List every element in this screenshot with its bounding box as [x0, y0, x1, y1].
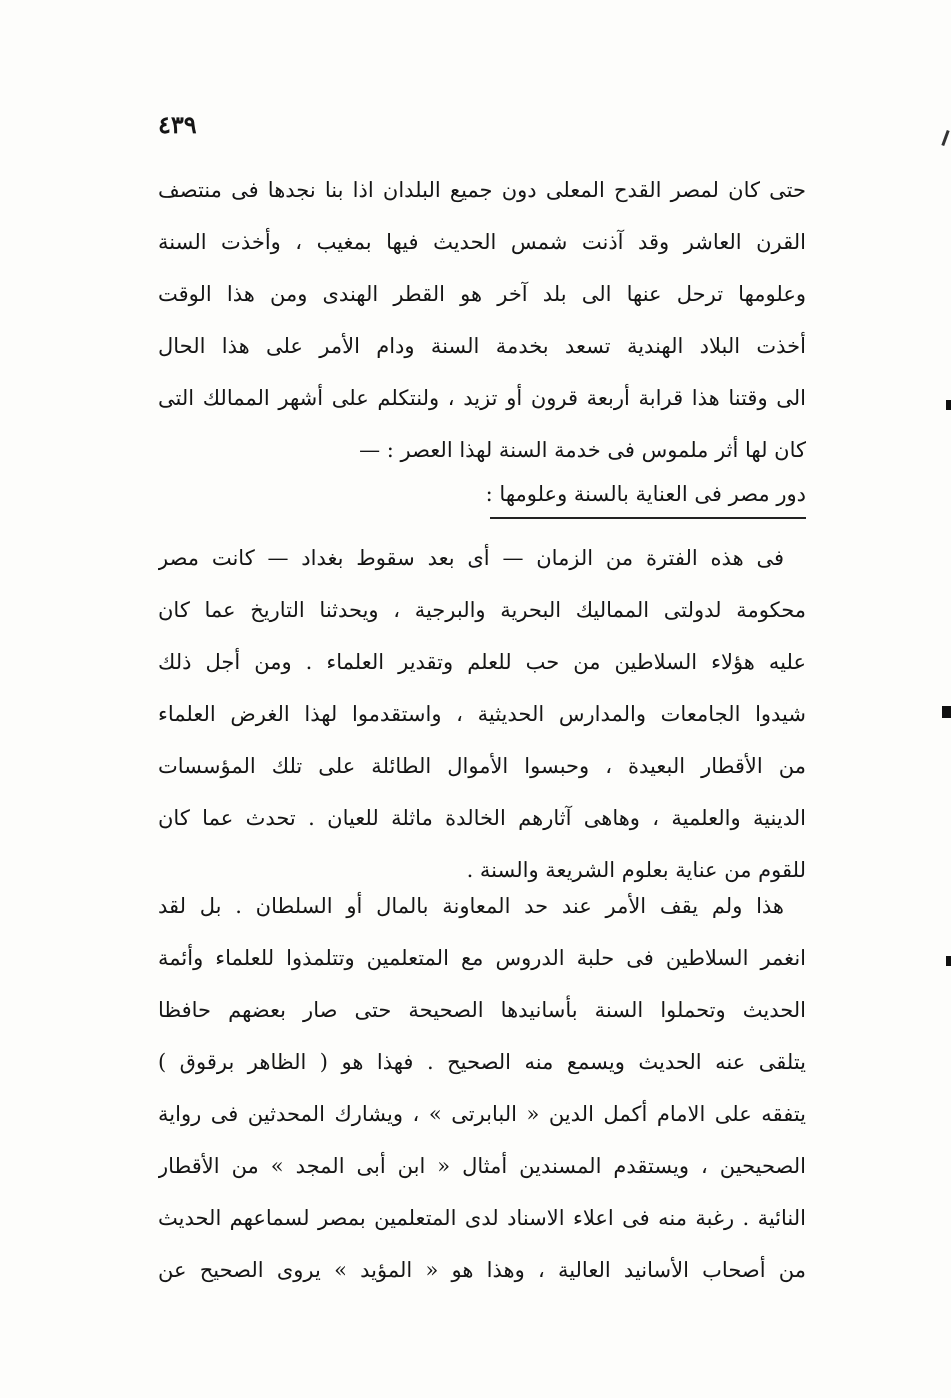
paragraph-2: [158, 532, 806, 896]
text-line: النائية . رغبة منه فى اعلاء الاسناد لدى المتعلمين بمصر لسماعهم الحديث: [158, 1206, 806, 1230]
text-line: كان لها أثر ملموس فى خدمة السنة لهذا العصر : —: [359, 438, 806, 462]
heading-underline: [490, 517, 806, 519]
text-line: من الأقطار البعيدة ، وحبسوا الأموال الطائلة على تلك المؤسسات: [158, 754, 806, 778]
text-line: عليه هؤلاء السلاطين من حب للعلم وتقدير العلماء . ومن أجل ذلك: [158, 650, 806, 674]
text-line: شيدوا الجامعات والمدارس الحديثية ، واستقدموا لهذا الغرض العلماء: [158, 702, 806, 726]
paragraph-3: [158, 880, 806, 1296]
text-line: محكومة لدولتى المماليك البحرية والبرجية ، ويحدثنا التاريخ عما كان: [158, 598, 806, 622]
section-heading: دور مصر فى العناية بالسنة وعلومها :: [485, 482, 806, 506]
text-line: للقوم من عناية بعلوم الشريعة والسنة .: [466, 858, 806, 882]
text-line: الحديث وتحملوا السنة بأسانيدها الصحيحة حتى صار بعضهم حافظا: [158, 998, 806, 1022]
scan-edge-mark: [941, 130, 949, 146]
text-line: يتلقى عنه الحديث ويسمع منه الصحيح . فهذا هو ( الظاهر برقوق ): [158, 1050, 806, 1074]
text-line: انغمر السلاطين فى حلبة الدروس مع المتعلمين وتتلمذوا للعلماء وأئمة: [158, 946, 806, 970]
page-number: ٤٣٩: [158, 110, 197, 139]
text-line: الصحيحين ، ويستقدم المسندين أمثال « ابن أبى المجد » من الأقطار: [158, 1154, 806, 1178]
text-line: يتفقه على الامام أكمل الدين « البابرتى » ، ويشارك المحدثين فى رواية: [158, 1102, 806, 1126]
paragraph-1: [158, 164, 806, 476]
text-line: أخذت البلاد الهندية تسعد بخدمة السنة ودام الأمر على هذا الحال: [158, 334, 806, 358]
text-line: الدينية والعلمية ، وهاهى آثارهم الخالدة ماثلة للعيان . تحدث عما كان: [158, 806, 806, 830]
text-line: الى وقتنا هذا قرابة أربعة قرون أو تزيد ، ولنتكلم على أشهر الممالك التى: [158, 386, 806, 410]
scan-margin-mark: [946, 400, 951, 410]
scan-margin-mark: [946, 956, 951, 966]
text-line: القرن العاشر وقد آذنت شمس الحديث فيها بمغيب ، وأخذت السنة: [158, 230, 806, 254]
text-line: حتى كان لمصر القدح المعلى دون جميع البلدان اذا بنا نجدها فى منتصف: [158, 178, 806, 202]
scan-margin-mark: [942, 706, 951, 718]
text-line: فى هذه الفترة من الزمان — أى بعد سقوط بغداد — كانت مصر: [158, 546, 784, 570]
text-line: وعلومها ترحل عنها الى بلد آخر هو القطر الهندى ومن هذا الوقت: [158, 282, 806, 306]
text-line: هذا ولم يقف الأمر عند حد المعاونة بالمال أو السلطان . بل لقد: [158, 894, 784, 918]
text-line: من أصحاب الأسانيد العالية ، وهذا هو « المؤيد » يروى الصحيح عن: [158, 1258, 806, 1282]
